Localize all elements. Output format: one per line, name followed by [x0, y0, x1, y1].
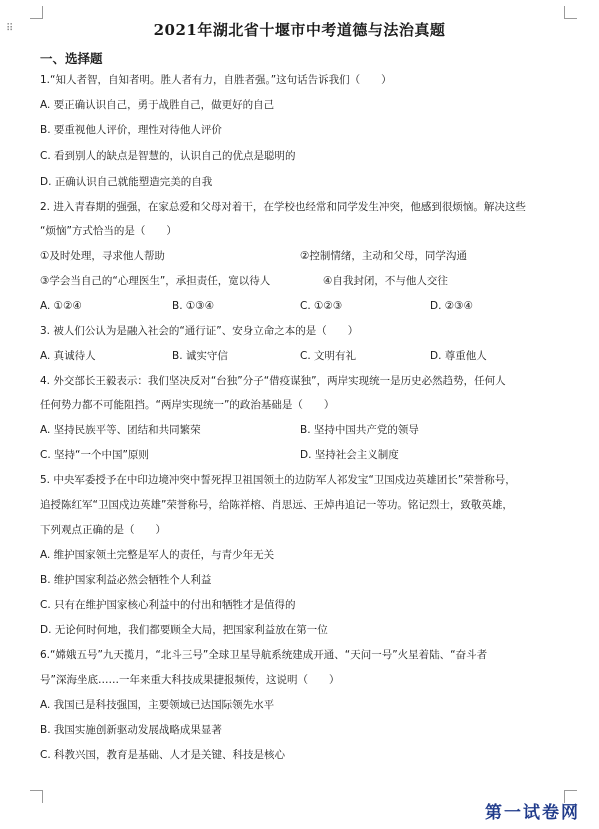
- question-3-option-c: C. 文明有礼: [300, 350, 357, 362]
- question-5-option-c: C. 只有在维护国家核心利益中的付出和牺牲才是值得的: [40, 599, 296, 611]
- question-3-stem: 3. 被人们公认为是融入社会的“通行证”、安身立命之本的是（ ）: [40, 325, 359, 337]
- question-5-stem-line-2: 追授陈红军“卫国戍边英雄”荣誉称号，给陈祥榕、肖思远、王焯冉追记一等功。铭记烈士，致敬英雄，: [40, 499, 513, 511]
- question-6-stem-line-1: 6.“嫦娥五号”九天揽月，“北斗三号”全球卫星导航系统建成开通、“天问一号”火星着陆、“奋斗者: [40, 649, 488, 661]
- question-5-option-d: D. 无论何时何地，我们都要顾全大局，把国家利益放在第一位: [40, 624, 328, 636]
- question-2-option-a: A. ①②④: [40, 300, 82, 312]
- question-5-option-b: B. 维护国家利益必然会牺牲个人利益: [40, 574, 212, 586]
- question-2-stem-line-1: 2. 进入青春期的强强，在家总爱和父母对着干，在学校也经常和同学发生冲突，他感到很烦恼。解决这些: [40, 201, 526, 213]
- question-3-option-a: A. 真诚待人: [40, 350, 96, 362]
- page-title: 2021年湖北省十堰市中考道德与法治真题: [153, 21, 446, 39]
- question-4-option-b: B. 坚持中国共产党的领导: [300, 424, 419, 436]
- site-watermark-logo: 第一试卷网: [485, 803, 580, 823]
- question-6-option-a: A. 我国已是科技强国，主要领域已达国际领先水平: [40, 699, 275, 711]
- question-6-option-c: C. 科教兴国，教育是基础、人才是关键、科技是核心: [40, 749, 286, 761]
- question-4-stem-line-2: 任何势力都不可能阻挡。“两岸实现统一”的政治基础是（ ）: [40, 399, 335, 411]
- question-4-option-d: D. 坚持社会主义制度: [300, 449, 399, 461]
- question-2-item-1: ①及时处理，寻求他人帮助: [40, 250, 165, 262]
- crop-mark-top-right: [564, 6, 577, 19]
- question-2-item-2: ②控制情绪，主动和父母，同学沟通: [300, 250, 467, 262]
- question-3-option-d: D. 尊重他人: [430, 350, 487, 362]
- question-4-stem-line-1: 4. 外交部长王毅表示：我们坚决反对“台独”分子“借疫谋独”，两岸实现统一是历史必然趋势，任何人: [40, 375, 506, 387]
- question-6-stem-line-2: 号”深海坐底……一年来重大科技成果捷报频传，这说明（ ）: [40, 674, 340, 686]
- crop-mark-bottom-left: [30, 790, 43, 803]
- question-1-stem: 1.“知人者智，自知者明。胜人者有力，自胜者强。”这句话告诉我们（ ）: [40, 74, 392, 86]
- question-2-option-b: B. ①③④: [172, 300, 215, 312]
- question-1-option-b: B. 要重视他人评价，理性对待他人评价: [40, 124, 222, 136]
- question-4-option-c: C. 坚持“一个中国”原则: [40, 449, 149, 461]
- question-6-option-b: B. 我国实施创新驱动发展战略成果显著: [40, 724, 222, 736]
- question-1-option-d: D. 正确认识自己就能塑造完美的自我: [40, 176, 213, 188]
- question-1-option-c: C. 看到别人的缺点是智慧的，认识自己的优点是聪明的: [40, 150, 296, 162]
- question-2-option-d: D. ②③④: [430, 300, 473, 312]
- section-heading: 一、选择题: [40, 51, 103, 66]
- question-2-item-3: ③学会当自己的“心理医生”，承担责任，宽以待人: [40, 275, 271, 287]
- crop-mark-top-left: [30, 6, 43, 19]
- drag-handle-icon[interactable]: ⠿: [6, 23, 15, 34]
- question-2-stem-line-2: “烦恼”方式恰当的是（ ）: [40, 225, 177, 237]
- question-1-option-a: A. 要正确认识自己，勇于战胜自己，做更好的自己: [40, 99, 275, 111]
- question-5-stem-line-3: 下列观点正确的是（ ）: [40, 524, 166, 536]
- question-3-option-b: B. 诚实守信: [172, 350, 228, 362]
- question-2-item-4: ④自我封闭，不与他人交往: [323, 275, 448, 287]
- question-5-option-a: A. 维护国家领土完整是军人的责任，与青少年无关: [40, 549, 275, 561]
- question-4-option-a: A. 坚持民族平等、团结和共同繁荣: [40, 424, 201, 436]
- question-5-stem-line-1: 5. 中央军委授予在中印边境冲突中誓死捍卫祖国领土的边防军人祁发宝“卫国戍边英雄团长”荣誉称号，: [40, 474, 516, 486]
- question-2-option-c: C. ①②③: [300, 300, 343, 312]
